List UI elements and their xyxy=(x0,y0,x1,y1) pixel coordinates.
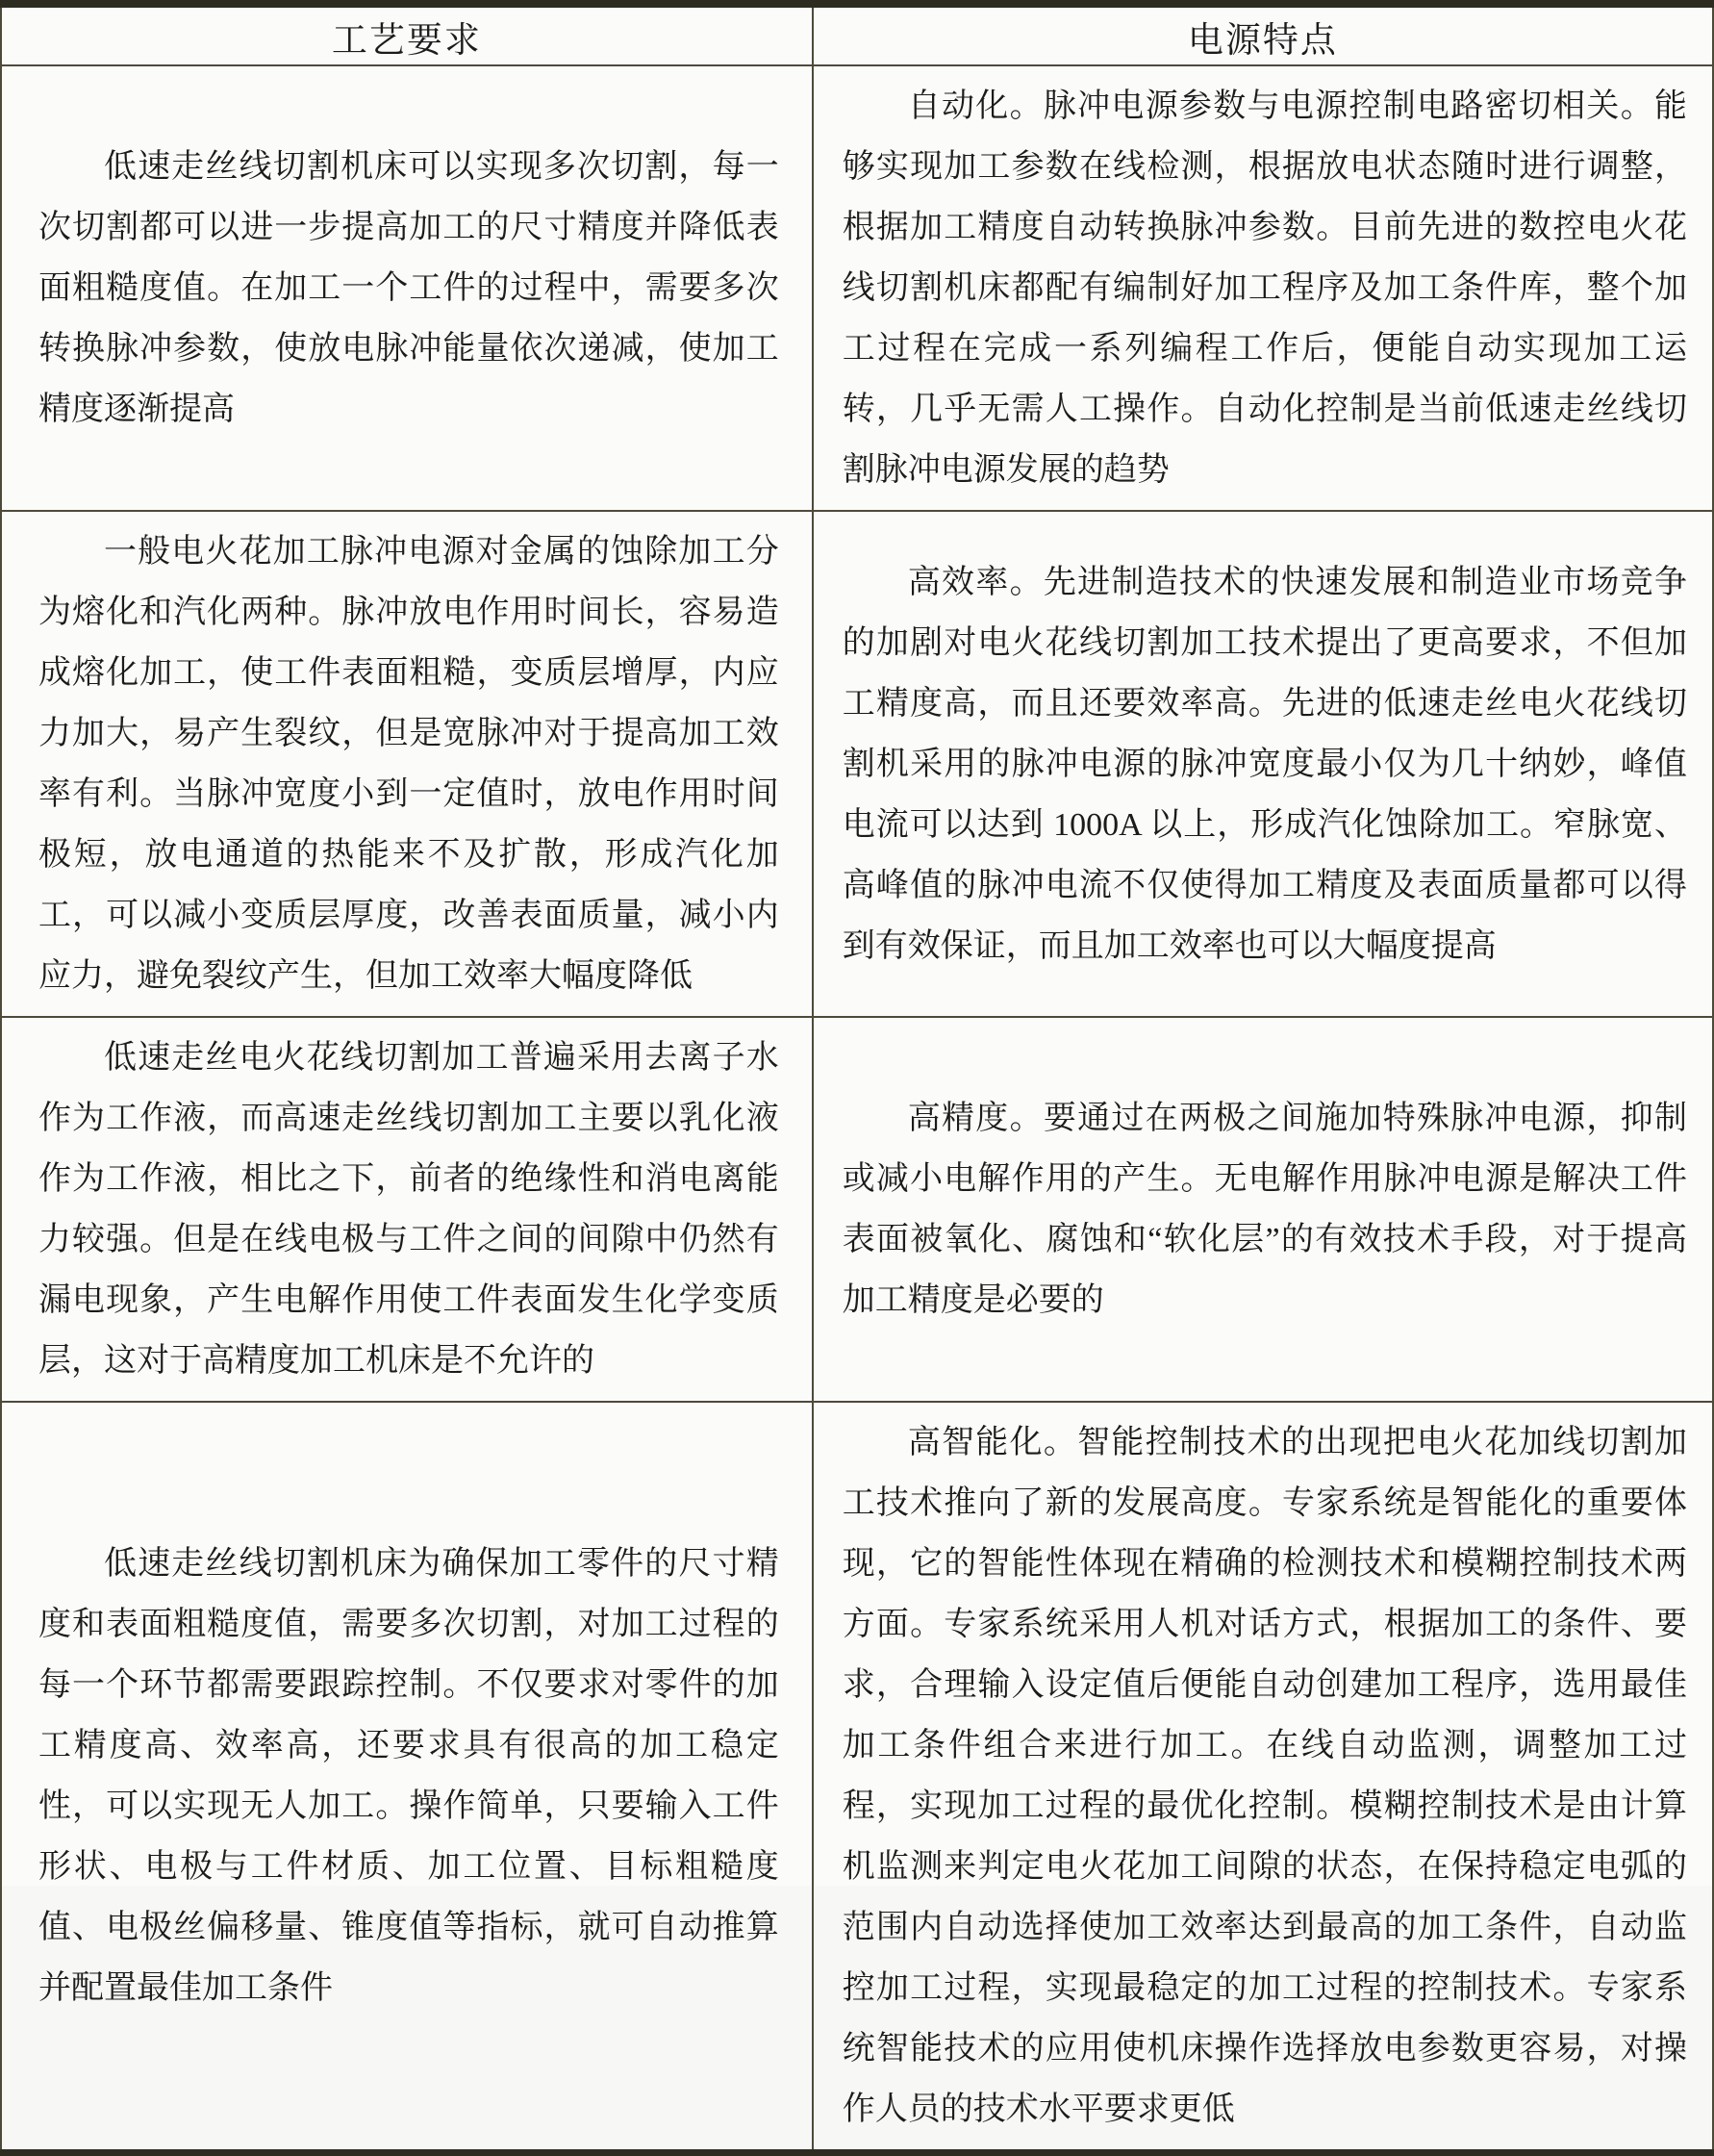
cell-row2-process xyxy=(1,511,813,1017)
paragraph-high-efficiency: 高效率。先进制造技术的快速发展和制造业市场竞争的加剧对电火花线切割加工技术提出了更高要求，不但加工精度高，而且还要效率高。先进的低速走丝电火花线切割机采用的脉冲电源的脉冲宽度最小仅为几十纳妙，峰值电流可以达到 1000A 以上，形成汽化蚀除加工。窄脉宽、高峰值的脉冲电流不仅使得加工精度及表面质量都可以得到有效保证，而且加工效率也可以大幅度提高 xyxy=(842,564,1687,964)
table-row xyxy=(1,1402,1713,2153)
paragraph-tracking-control: 低速走丝线切割机床为确保加工零件的尺寸精度和表面粗糙度值，需要多次切割，对加工过程的每一个环节都需要跟踪控制。不仅要求对零件的加工精度高、效率高，还要求具有很高的加工稳定性，可以实现无人加工。操作简单，只要输入工件形状、电极与工件材质、加工位置、目标粗糙度值、电极丝偏移量、锥度值等指标，就可自动推算并配置最佳加工条件 xyxy=(38,1546,779,2006)
cell-row2-power xyxy=(813,511,1713,1017)
column-header-power-features: 电源特点 xyxy=(813,4,1713,65)
table-row xyxy=(1,511,1713,1017)
paragraph-melting-vaporization: 一般电火花加工脉冲电源对金属的蚀除加工分为熔化和汽化两种。脉冲放电作用时间长，容易造成熔化加工，使工件表面粗糙，变质层增厚，内应力加大，易产生裂纹，但是宽脉冲对于提高加工效率有利。当脉冲宽度小到一定值时，放电作用时间极短，放电通道的热能来不及扩散，形成汽化加工，可以减小变质层厚度，改善表面质量，减小内应力，避免裂纹产生，但加工效率大幅度降低 xyxy=(38,534,779,994)
paragraph-automation: 自动化。脉冲电源参数与电源控制电路密切相关。能够实现加工参数在线检测，根据放电状态随时进行调整，根据加工精度自动转换脉冲参数。目前先进的数控电火花线切割机床都配有编制好加工程序及加工条件库，整个加工过程在完成一系列编程工作后，便能自动实现加工运转，几乎无需人工操作。自动化控制是当前低速走丝线切割脉冲电源发展的趋势 xyxy=(842,89,1687,488)
table-row xyxy=(1,65,1713,511)
paragraph-multicut-accuracy: 低速走丝线切割机床可以实现多次切割，每一次切割都可以进一步提高加工的尺寸精度并降低表面粗糙度值。在加工一个工件的过程中，需要多次转换脉冲参数，使放电脉冲能量依次递减，使加工精度逐渐提高 xyxy=(38,149,779,427)
paragraph-working-fluid: 低速走丝电火花线切割加工普遍采用去离子水作为工作液，而高速走丝线切割加工主要以乳化液作为工作液，相比之下，前者的绝缘性和消电离能力较强。但是在线电极与工件之间的间隙中仍然有漏电现象，产生电解作用使工件表面发生化学变质层，这对于高精度加工机床是不允许的 xyxy=(38,1040,779,1379)
cell-row4-process xyxy=(1,1402,813,2153)
cell-row1-power xyxy=(813,65,1713,511)
paragraph-high-precision: 高精度。要通过在两极之间施加特殊脉冲电源，抑制或减小电解作用的产生。无电解作用脉冲电源是解决工件表面被氧化、腐蚀和“软化层”的有效技术手段，对于提高加工精度是必要的 xyxy=(842,1101,1687,1318)
paragraph-high-intelligence: 高智能化。智能控制技术的出现把电火花加线切割加工技术推向了新的发展高度。专家系统是智能化的重要体现，它的智能性体现在精确的检测技术和模糊控制技术两方面。专家系统采用人机对话方式，根据加工的条件、要求，合理输入设定值后便能自动创建加工程序，选用最佳加工条件组合来进行加工。在线自动监测，调整加工过程，实现加工过程的最优化控制。模糊控制技术是由计算机监测来判定电火花加工间隙的状态，在保持稳定电弧的范围内自动选择使加工效率达到最高的加工条件，自动监控加工过程，实现最稳定的加工过程的控制技术。专家系统智能技术的应用使机床操作选择放电参数更容易，对操作人员的技术水平要求更低 xyxy=(842,1425,1687,2127)
cell-row1-process xyxy=(1,65,813,511)
column-header-process-requirements: 工艺要求 xyxy=(1,4,813,65)
cell-row4-power xyxy=(813,1402,1713,2153)
cell-row3-power xyxy=(813,1017,1713,1402)
table-header-row xyxy=(1,4,1713,65)
cell-row3-process xyxy=(1,1017,813,1402)
table-row xyxy=(1,1017,1713,1402)
